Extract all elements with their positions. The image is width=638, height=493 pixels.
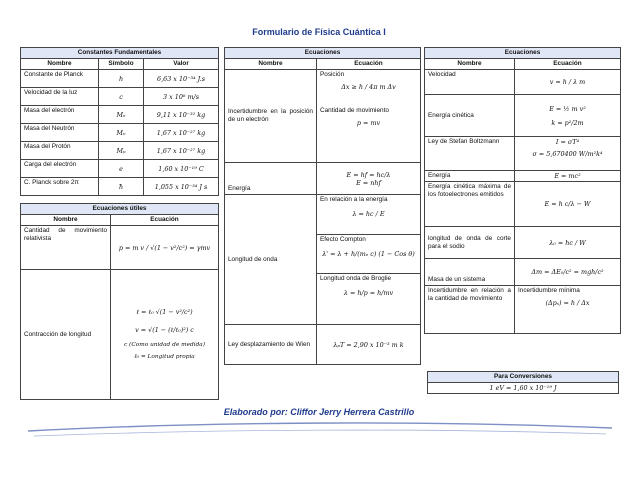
eq-name: Incertidumbre en relación a la cantidad de movimiento	[425, 286, 515, 334]
eq-name: Energía cinética máxima de los fotoelectrones emitidos	[425, 182, 515, 227]
const-symbol: e	[99, 160, 144, 178]
eq-name: Masa de un sistema	[425, 259, 515, 286]
const-value: 6,63 x 10⁻³⁴ J.s	[144, 70, 219, 88]
eq-formula: λₚT = 2,90 x 10⁻³ m k	[333, 340, 404, 349]
equations-header: Ecuaciones	[225, 48, 421, 59]
eq-label: Efecto Compton	[320, 236, 366, 243]
const-name: Constante de Planck	[21, 70, 99, 88]
page-title: Formulario de Física Cuántica I	[252, 27, 386, 37]
const-name: C. Planck sobre 2π	[21, 178, 99, 196]
eq-formula: (Δpₓ) = h / Δx	[545, 299, 590, 307]
eq-label: En relación a la energía	[320, 196, 388, 203]
const-symbol: c	[99, 88, 144, 106]
useful-name: Contracción de longitud	[21, 270, 111, 400]
eq-formula: λ = h/p = h/mv	[343, 289, 394, 297]
eq-name: Ley de Stefan Boltzmann	[425, 137, 515, 171]
eq-formula: p = mv	[356, 119, 381, 127]
col-ecuacion: Ecuación	[515, 59, 621, 70]
const-symbol: h	[99, 70, 144, 88]
col-ecuacion: Ecuación	[317, 59, 421, 70]
eq-name: Ley desplazamiento de Wien	[225, 325, 317, 365]
const-symbol: ħ	[99, 178, 144, 196]
eq-formula: E = hf = hc/λ	[346, 170, 391, 179]
eq-name: Energía	[225, 163, 317, 195]
eq-formula: E = nhf	[356, 178, 381, 187]
eq-name: Energía cinética	[425, 95, 515, 137]
footer-credit: Elaborado por: Cliffor Jerry Herrera Castrillo	[223, 407, 415, 417]
useful-note: ℓ₀ = Longitud propia	[134, 353, 195, 360]
col-nombre: Nombre	[21, 215, 111, 226]
conversions-value: 1 eV = 1,60 x 10⁻¹⁹ J	[428, 383, 619, 394]
eq-formula: E = mc²	[554, 172, 581, 180]
eq-name: Velocidad	[425, 70, 515, 95]
eq-label: Incertidumbre mínima	[518, 287, 580, 294]
const-value: 1,055 x 10⁻³⁴ J s	[144, 178, 219, 196]
eq-name: longitud de onda de corte para el sodio	[425, 227, 515, 259]
eq-formula: E = h c/λ − W	[544, 200, 591, 208]
const-value: 1,67 x 10⁻²⁷ kg	[144, 142, 219, 160]
const-name: Masa del Protón	[21, 142, 99, 160]
col-simbolo: Símbolo	[99, 59, 144, 70]
const-name: Masa del Neutrón	[21, 124, 99, 142]
const-value: 1,60 x 10⁻¹⁹ C	[144, 160, 219, 178]
useful-equation: p = m v / √(1 − v²/c²) = γmv	[118, 243, 211, 252]
useful-header: Ecuaciones útiles	[21, 204, 219, 215]
eq-formula: Δm = ΔE₀/c² = mgh/c²	[531, 268, 604, 276]
eq-formula: λ₀ = hc / W	[549, 238, 586, 247]
const-name: Carga del electrón	[21, 160, 99, 178]
const-symbol: Mₚ	[99, 142, 144, 160]
const-name: Masa del electrón	[21, 106, 99, 124]
const-value: 1,67 x 10⁻²⁷ kg	[144, 124, 219, 142]
useful-equation: ℓ = ℓ₀ √(1 − v²/c²)	[136, 308, 193, 317]
col-nombre: Nombre	[21, 59, 99, 70]
eq-formula: λ = hc / E	[352, 210, 385, 218]
eq-label: Posición	[320, 71, 345, 78]
eq-formula: k = p²/2m	[551, 118, 584, 127]
const-symbol: Mₑ	[99, 106, 144, 124]
eq-formula: σ = 5,670400 W/m²k⁴	[532, 150, 603, 158]
conversions-header: Para Conversiones	[428, 372, 619, 383]
col-ecuacion: Ecuación	[111, 215, 219, 226]
const-value: 3 x 10⁸ m/s	[144, 88, 219, 106]
const-name: Velocidad de la luz	[21, 88, 99, 106]
equations-header: Ecuaciones	[425, 48, 621, 59]
const-value: 9,11 x 10⁻³¹ kg	[144, 106, 219, 124]
eq-label: Longitud onda de Broglie	[320, 275, 392, 282]
col-nombre: Nombre	[425, 59, 515, 70]
eq-formula: I = σT⁴	[555, 138, 580, 146]
eq-name: Energía	[425, 171, 515, 182]
constants-header: Constantes Fundamentales	[21, 48, 219, 59]
eq-name: Longitud de onda	[225, 195, 317, 325]
col-nombre: Nombre	[225, 59, 317, 70]
const-symbol: Mₙ	[99, 124, 144, 142]
eq-name: Incertidumbre en la posición de un electrón	[225, 70, 317, 163]
useful-note: c (Como unidad de medida)	[123, 342, 206, 349]
useful-equation: v = √(1 − (ℓ/ℓ₀)²) c	[135, 326, 194, 335]
eq-formula: E = ½ m v²	[549, 104, 586, 113]
eq-formula: λ' = λ + h/(mₑ c) (1 − Cos θ)	[322, 250, 415, 258]
col-valor: Valor	[144, 59, 219, 70]
useful-name: Cantidad de movimiento relativista	[21, 226, 111, 270]
eq-formula: Δx ≥ h / 4π m Δv	[341, 83, 396, 91]
eq-formula: v = h / λ m	[549, 78, 586, 86]
eq-label: Cantidad de movimiento	[320, 107, 389, 114]
